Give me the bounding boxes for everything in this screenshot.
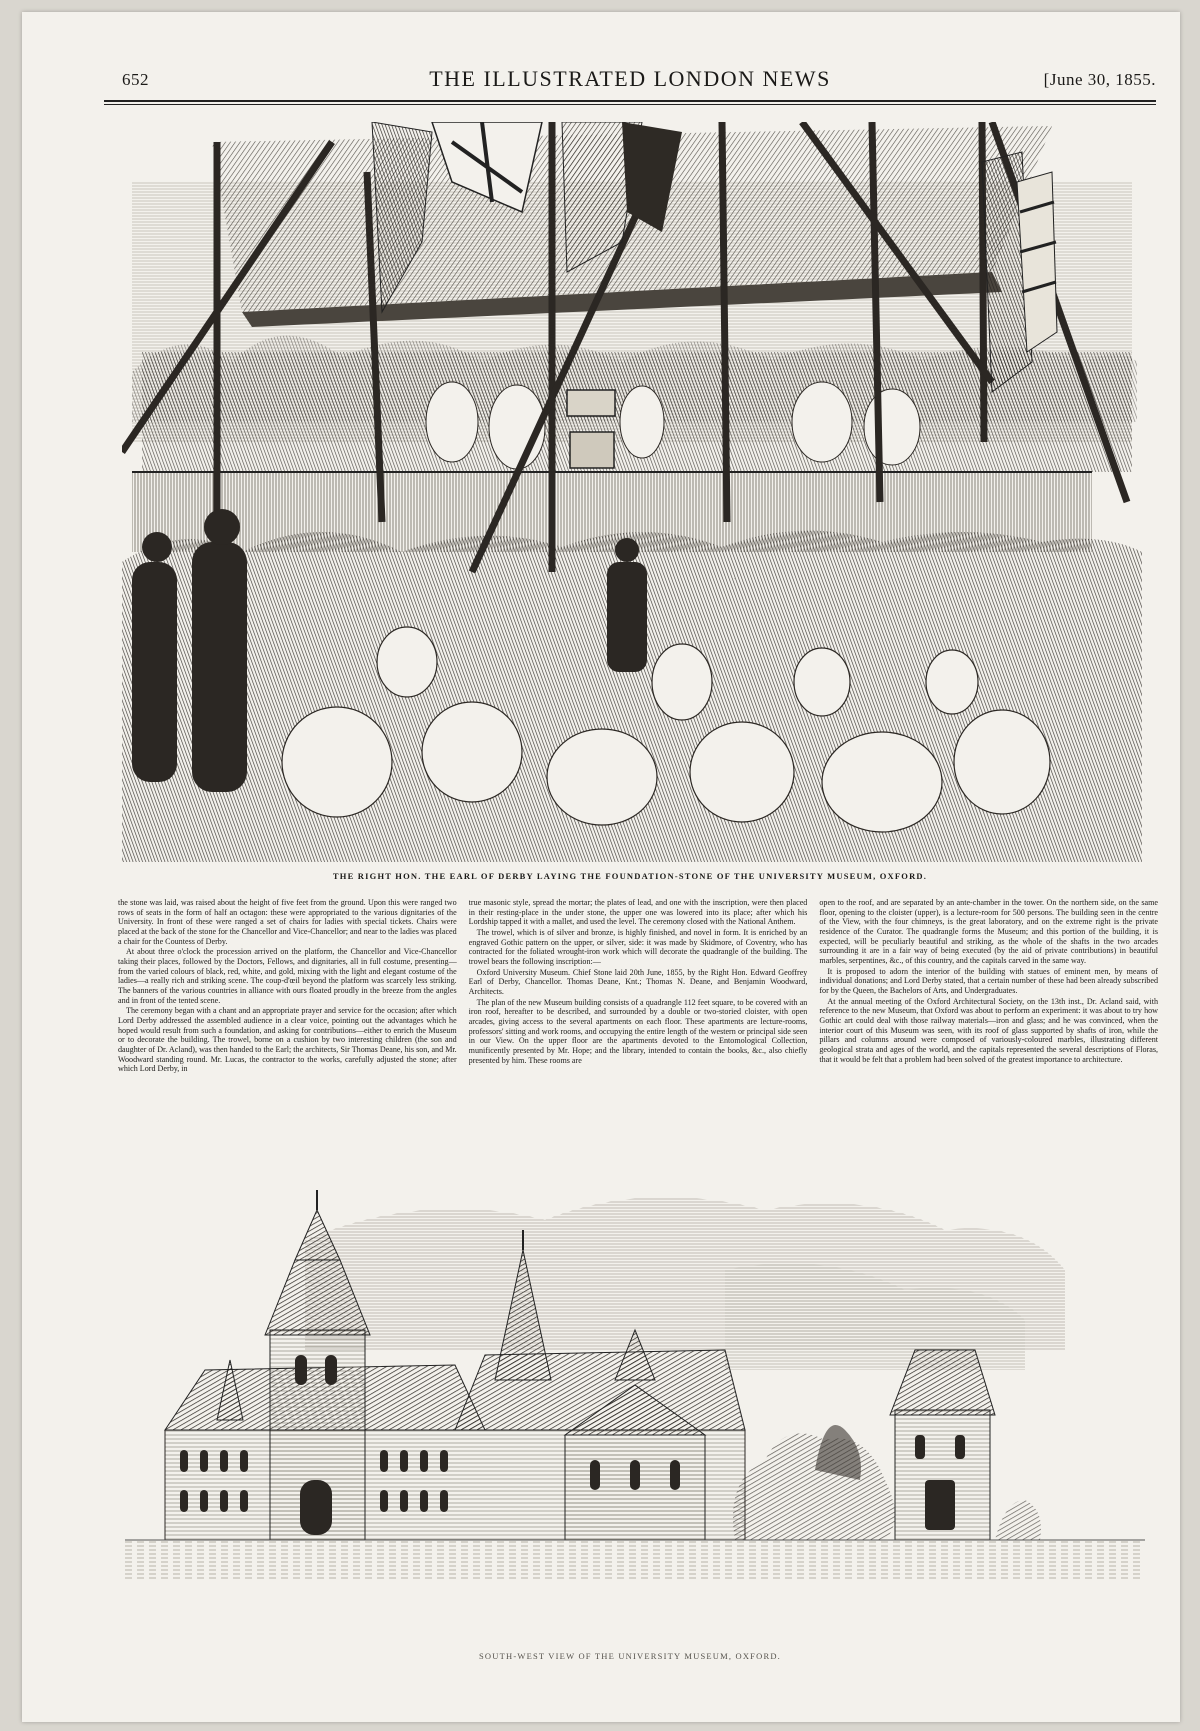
- header-rule-thin: [104, 104, 1156, 105]
- page-number: 652: [122, 70, 149, 89]
- top-illustration-caption: THE RIGHT HON. THE EARL OF DERBY LAYING THE FOUNDATION-STONE OF THE UNIVERSITY MUSEUM, OXFORD.: [332, 871, 928, 881]
- page-header: [104, 58, 1156, 102]
- university-museum-engraving: [125, 1180, 1145, 1580]
- article-columns: [118, 898, 1158, 1153]
- masthead-title: THE ILLUSTRATED LONDON NEWS: [429, 66, 831, 91]
- bottom-illustration-caption: SOUTH-WEST VIEW OF THE UNIVERSITY MUSEUM, OXFORD.: [478, 1651, 781, 1661]
- issue-date: [June 30, 1855.: [1043, 70, 1156, 89]
- col3-paragraph-1: open to the roof, and are separated by an ante-chamber in the tower. On the northern side, on the same floor, opening to the cloister (upper), is a lecture-room for 500 persons. The building seen in the centre of the View, with the four chimneys, is the great laboratory, and on the extreme right is the private residence of the Curator. The quadrangle forms the Museum; and this portion of the building, it is expected, will be peculiarly beautiful and striking, as the whole of the shafts in the two arcades surrounding it are in a fair way of being executed (by the aid of private contributions) in beautiful marbles, serpentines, &c., of this country, and the capitals carved in the same way.: [819, 898, 1159, 965]
- col2-paragraph-2: The trowel, which is of silver and bronze, is highly finished, and novel in form. It is enriched by an engraved Gothic pattern on the upper, or silver, side: it was made by Skidmore, of Coventry, who has contracted for the foliated wrought-iron work which will decorate the quadrangle of the building. The trowel bears the following inscription:—: [468, 927, 808, 966]
- col2-paragraph-3: Oxford University Museum. Chief Stone laid 20th June, 1855, by the Right Hon. Edward Geoffrey Earl of Derby, Chancellor. Thomas Deane, Knt.; Thomas N. Deane, and Benjamin Woodward, Architects.: [468, 967, 808, 996]
- col2-paragraph-1: true masonic style, spread the mortar; the plates of lead, and one with the inscription, were then placed in their resting-place in the under stone, the upper one was lowered into its place; after which his Lordship tapped it with a mallet, and used the level. The ceremony closed with the National Anthem.: [468, 898, 808, 927]
- col2-paragraph-4: The plan of the new Museum building consists of a quadrangle 112 feet square, to be covered with an iron roof, hereafter to be described, and surrounded by a double or two-storied cloister, with open arcades, giving access to the several apartments on each floor. These apartments are lecture-rooms, professors' sitting and work rooms, and occupying the entire length of the western or principal side seen in our View. On the upper floor are the apartments devoted to the Entomological Collection, munificently presented by Mr. Hope; and the library, intended to contain the books, &c., also chiefly presented by him. These rooms are: [468, 997, 808, 1065]
- col3-paragraph-3: At the annual meeting of the Oxford Architectural Society, on the 13th inst., Dr. Acland said, with reference to the new Museum, that Oxford was about to perform an experiment: it was about to try how Gothic art could deal with those railway materials—iron and glass; and he was convinced, when the interior court of this Museum was seen, with its roof of glass supported by shafts of iron, while the pillars and columns around were composed of variously-coloured marbles, illustrating different geological strata and ages of the world, and the capitals represented the several descriptions of Floras, that it would be felt that a problem had been solved of the greatest importance to architecture.: [819, 996, 1159, 1064]
- col1-paragraph-2: At about three o'clock the procession arrived on the platform, the Chancellor and Vice-Chancellor taking their places, followed by the Doctors, Fellows, and dignitaries, all in full costume, presenting—from the varied colours of black, red, white, and gold, mixing with the light and elegant costume of the ladies—a really rich and striking scene. The coup-d'œil beyond the platform was scarcely less striking. The banners of the various countries in alliance with ours floated proudly in the breeze from the angles and in front of the tented scene.: [118, 947, 457, 1005]
- article-column-2: [469, 898, 808, 1153]
- article-column-3: [819, 898, 1158, 1153]
- col1-paragraph-1: the stone was laid, was raised about the height of five feet from the ground. Upon this were ranged two rows of seats in the form of half an octagon: these were appropriated to the various dignitaries of the University. In front of these were ranged a set of chairs for ladies with special tickets. Chairs were placed at the back of the stone for the Chancellor and Vice-Chancellor; and near to the ladies was placed a chair for the Countess of Derby.: [118, 898, 457, 946]
- header-rule: [104, 100, 1156, 102]
- foundation-stone-ceremony-engraving: [122, 122, 1147, 862]
- col3-paragraph-2: It is proposed to adorn the interior of the building with statues of eminent men, by means of individual donations; and Lord Derby stated, that a certain number of these had been already subscribed for by the Queen, the Bachelors of Arts, and Undergraduates.: [819, 966, 1159, 995]
- article-column-1: [118, 898, 457, 1153]
- col1-paragraph-3: The ceremony began with a chant and an appropriate prayer and service for the occasion; after which Lord Derby addressed the assembled audience in a clear voice, pointing out the advantages which he hoped would result from such a foundation, and asking for contributions—either to enrich the Museum or to decorate the building. The trowel, borne on a cushion by two interesting children (the son and daughter of Dr. Acland), was then handed to the Earl; the architects, Sir Thomas Deane, his son, and Mr. Woodward standing round. Mr. Lucas, the contractor to the works, carefully adjusted the stone; after which Lord Derby, in: [118, 1006, 457, 1074]
